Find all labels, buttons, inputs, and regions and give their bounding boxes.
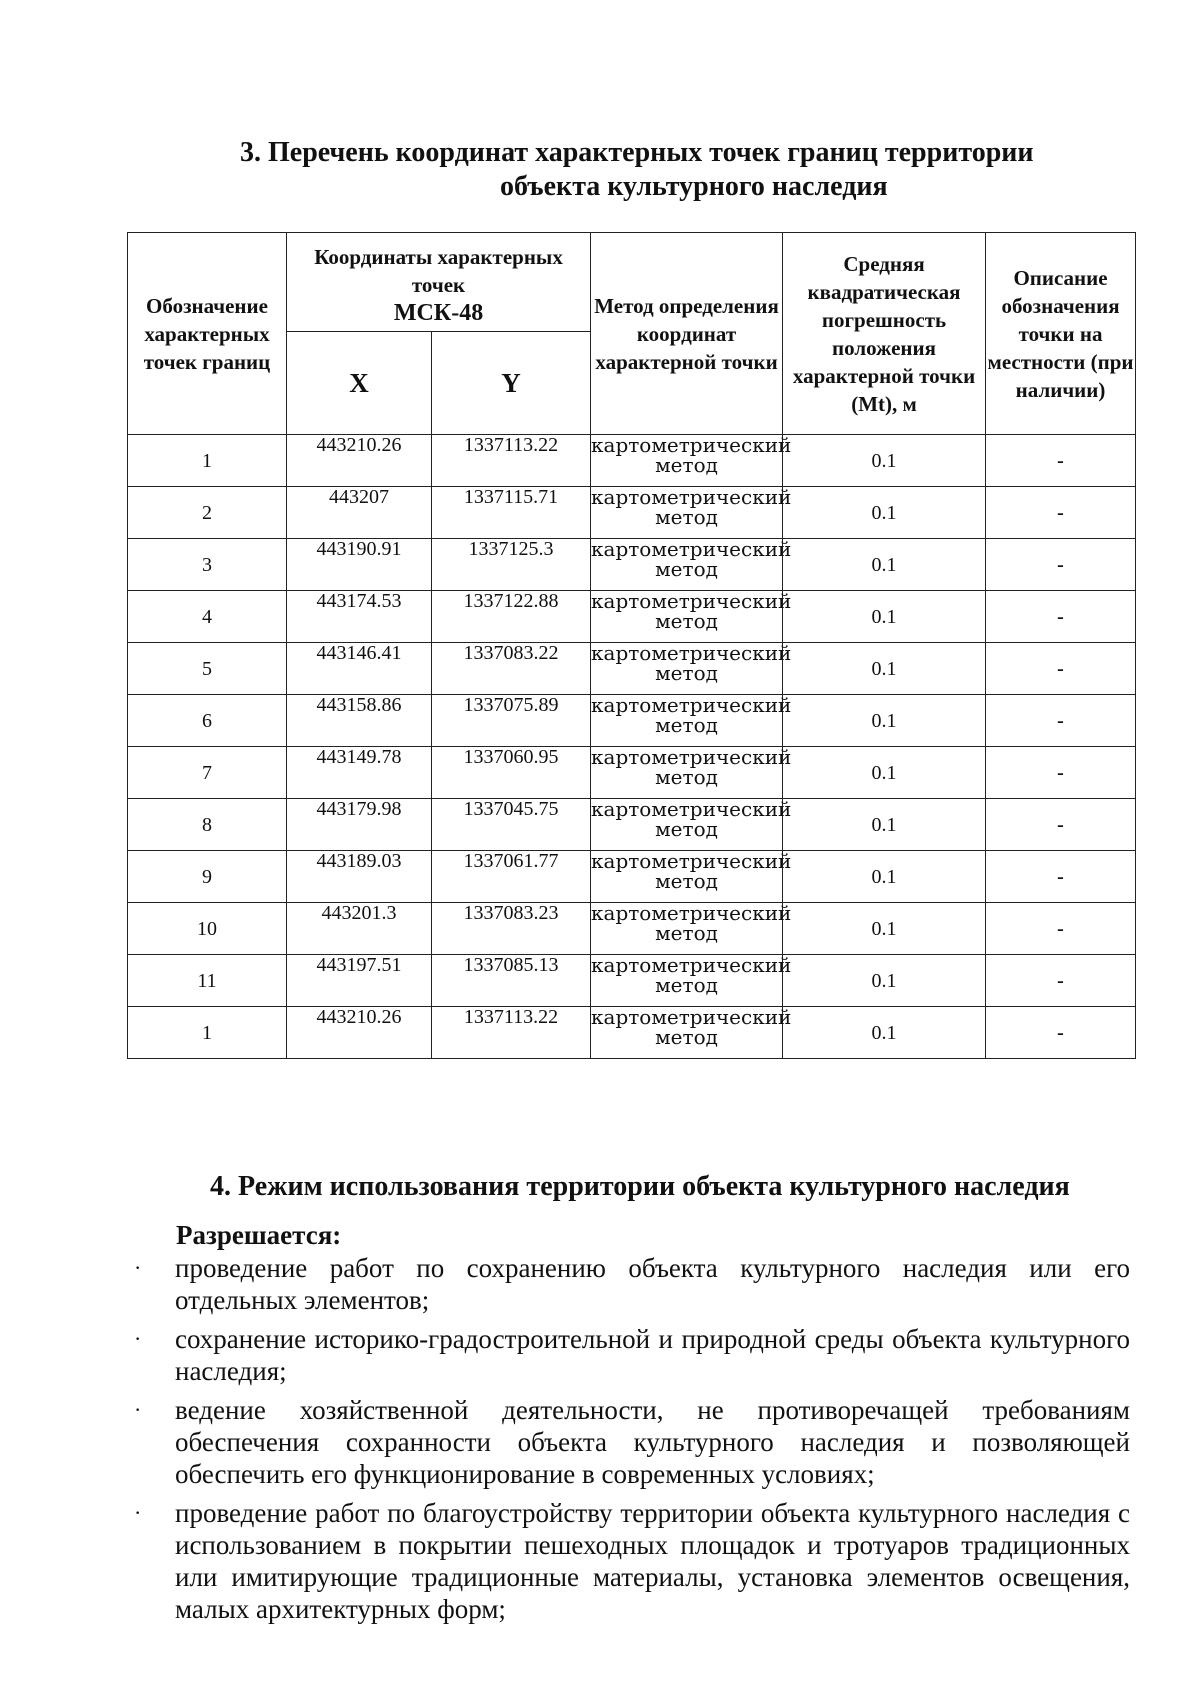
error-cell: 0.1: [783, 903, 986, 955]
table-row: [128, 539, 1136, 591]
list-item-text: сохранение историко-градостроительной и природной среды объекта культурного наследия;: [175, 1324, 1130, 1386]
description-cell: -: [986, 903, 1136, 955]
table-row: [128, 643, 1136, 695]
error-cell: 0.1: [783, 695, 986, 747]
point-number-cell: 3: [128, 539, 287, 591]
method-cell: картометрический метод: [591, 695, 783, 747]
bullet-icon: ·: [134, 1397, 142, 1422]
y-coordinate-cell: 1337115.71: [432, 487, 591, 539]
table-row: [128, 695, 1136, 747]
header-coordinates-line-2: точек: [411, 273, 466, 297]
point-number-cell: 10: [128, 903, 287, 955]
x-coordinate-cell: 443189.03: [287, 851, 432, 903]
table-row: [128, 1007, 1136, 1059]
list-item: [134, 1497, 1130, 1625]
table-row: [128, 591, 1136, 643]
coordinates-table: [127, 232, 1136, 1059]
error-cell: 0.1: [783, 435, 986, 487]
description-cell: -: [986, 435, 1136, 487]
description-cell: -: [986, 695, 1136, 747]
header-description: Описание обозначения точки на местности (при наличии): [986, 233, 1136, 435]
description-cell: -: [986, 955, 1136, 1007]
header-x: X: [287, 332, 432, 435]
point-number-cell: 2: [128, 487, 287, 539]
point-number-cell: 6: [128, 695, 287, 747]
error-cell: 0.1: [783, 799, 986, 851]
x-coordinate-cell: 443149.78: [287, 747, 432, 799]
x-coordinate-cell: 443201.3: [287, 903, 432, 955]
x-coordinate-cell: 443197.51: [287, 955, 432, 1007]
point-number-cell: 4: [128, 591, 287, 643]
y-coordinate-cell: 1337061.77: [432, 851, 591, 903]
method-cell: картометрический метод: [591, 955, 783, 1007]
table-body: [128, 435, 1136, 1059]
method-cell: картометрический метод: [591, 747, 783, 799]
description-cell: -: [986, 851, 1136, 903]
section-3-title-line-1: 3. Перечень координат характерных точек границ территории: [240, 137, 1034, 168]
list-item-text: ведение хозяйственной деятельности, не противоречащей требованиям обеспечения сохранности объекта культурного наследия и позволяющей обеспечить его функционирование в современных условиях;: [175, 1395, 1130, 1489]
description-cell: -: [986, 487, 1136, 539]
header-coordinates-line-1: Координаты характерных: [314, 245, 563, 269]
x-coordinate-cell: 443207: [287, 487, 432, 539]
x-coordinate-cell: 443146.41: [287, 643, 432, 695]
list-item-text: проведение работ по благоустройству территории объекта культурного наследия с использованием в покрытии пешеходных площадок и тротуаров традиционных или имитирующие традиционные материалы, установка элементов освещения, малых архитектурных форм;: [175, 1498, 1130, 1624]
x-coordinate-cell: 443158.86: [287, 695, 432, 747]
table-row: [128, 487, 1136, 539]
method-cell: картометрический метод: [591, 591, 783, 643]
point-number-cell: 1: [128, 1007, 287, 1059]
point-number-cell: 1: [128, 435, 287, 487]
y-coordinate-cell: 1337122.88: [432, 591, 591, 643]
y-coordinate-cell: 1337045.75: [432, 799, 591, 851]
list-item: [134, 1252, 1130, 1316]
description-cell: -: [986, 799, 1136, 851]
method-cell: картометрический метод: [591, 1007, 783, 1059]
point-number-cell: 7: [128, 747, 287, 799]
header-coordinates: [287, 233, 591, 332]
x-coordinate-cell: 443174.53: [287, 591, 432, 643]
table-row: [128, 955, 1136, 1007]
table-row: [128, 903, 1136, 955]
y-coordinate-cell: 1337113.22: [432, 435, 591, 487]
list-item: [134, 1323, 1130, 1387]
header-method: Метод определения координат характерной точки: [591, 233, 783, 435]
x-coordinate-cell: 443210.26: [287, 1007, 432, 1059]
y-coordinate-cell: 1337113.22: [432, 1007, 591, 1059]
x-coordinate-cell: 443190.91: [287, 539, 432, 591]
description-cell: -: [986, 591, 1136, 643]
bullet-icon: ·: [134, 1500, 142, 1525]
description-cell: -: [986, 643, 1136, 695]
table-row: [128, 747, 1136, 799]
header-designation: Обозначение характерных точек границ: [128, 233, 287, 435]
section-3-title-line-2: объекта культурного наследия: [500, 171, 888, 202]
bullet-icon: ·: [134, 1255, 142, 1280]
point-number-cell: 5: [128, 643, 287, 695]
x-coordinate-cell: 443210.26: [287, 435, 432, 487]
bullet-icon: ·: [134, 1326, 142, 1351]
error-cell: 0.1: [783, 539, 986, 591]
error-cell: 0.1: [783, 955, 986, 1007]
header-error: Средняя квадратическая погрешность положения характерной точки (Mt), м: [783, 233, 986, 435]
y-coordinate-cell: 1337085.13: [432, 955, 591, 1007]
error-cell: 0.1: [783, 747, 986, 799]
x-coordinate-cell: 443179.98: [287, 799, 432, 851]
description-cell: -: [986, 747, 1136, 799]
y-coordinate-cell: 1337060.95: [432, 747, 591, 799]
allowed-label: Разрешается:: [176, 1220, 342, 1250]
point-number-cell: 9: [128, 851, 287, 903]
point-number-cell: 8: [128, 799, 287, 851]
y-coordinate-cell: 1337075.89: [432, 695, 591, 747]
y-coordinate-cell: 1337125.3: [432, 539, 591, 591]
error-cell: 0.1: [783, 643, 986, 695]
list-item-text: проведение работ по сохранению объекта культурного наследия или его отдельных элементов;: [175, 1253, 1130, 1315]
table-row: [128, 799, 1136, 851]
error-cell: 0.1: [783, 851, 986, 903]
list-item: [134, 1394, 1130, 1490]
error-cell: 0.1: [783, 1007, 986, 1059]
allowed-list: [134, 1252, 1130, 1632]
table-row: [128, 435, 1136, 487]
description-cell: -: [986, 539, 1136, 591]
method-cell: картометрический метод: [591, 799, 783, 851]
description-cell: -: [986, 1007, 1136, 1059]
header-y: Y: [432, 332, 591, 435]
method-cell: картометрический метод: [591, 643, 783, 695]
y-coordinate-cell: 1337083.22: [432, 643, 591, 695]
method-cell: картометрический метод: [591, 539, 783, 591]
method-cell: картометрический метод: [591, 903, 783, 955]
table-row: [128, 851, 1136, 903]
section-4-title: 4. Режим использования территории объекта культурного наследия: [210, 1171, 1070, 1202]
table-header: [128, 233, 1136, 435]
error-cell: 0.1: [783, 591, 986, 643]
point-number-cell: 11: [128, 955, 287, 1007]
header-coordinate-system: МСК-48: [393, 300, 484, 326]
method-cell: картометрический метод: [591, 851, 783, 903]
y-coordinate-cell: 1337083.23: [432, 903, 591, 955]
method-cell: картометрический метод: [591, 435, 783, 487]
method-cell: картометрический метод: [591, 487, 783, 539]
error-cell: 0.1: [783, 487, 986, 539]
